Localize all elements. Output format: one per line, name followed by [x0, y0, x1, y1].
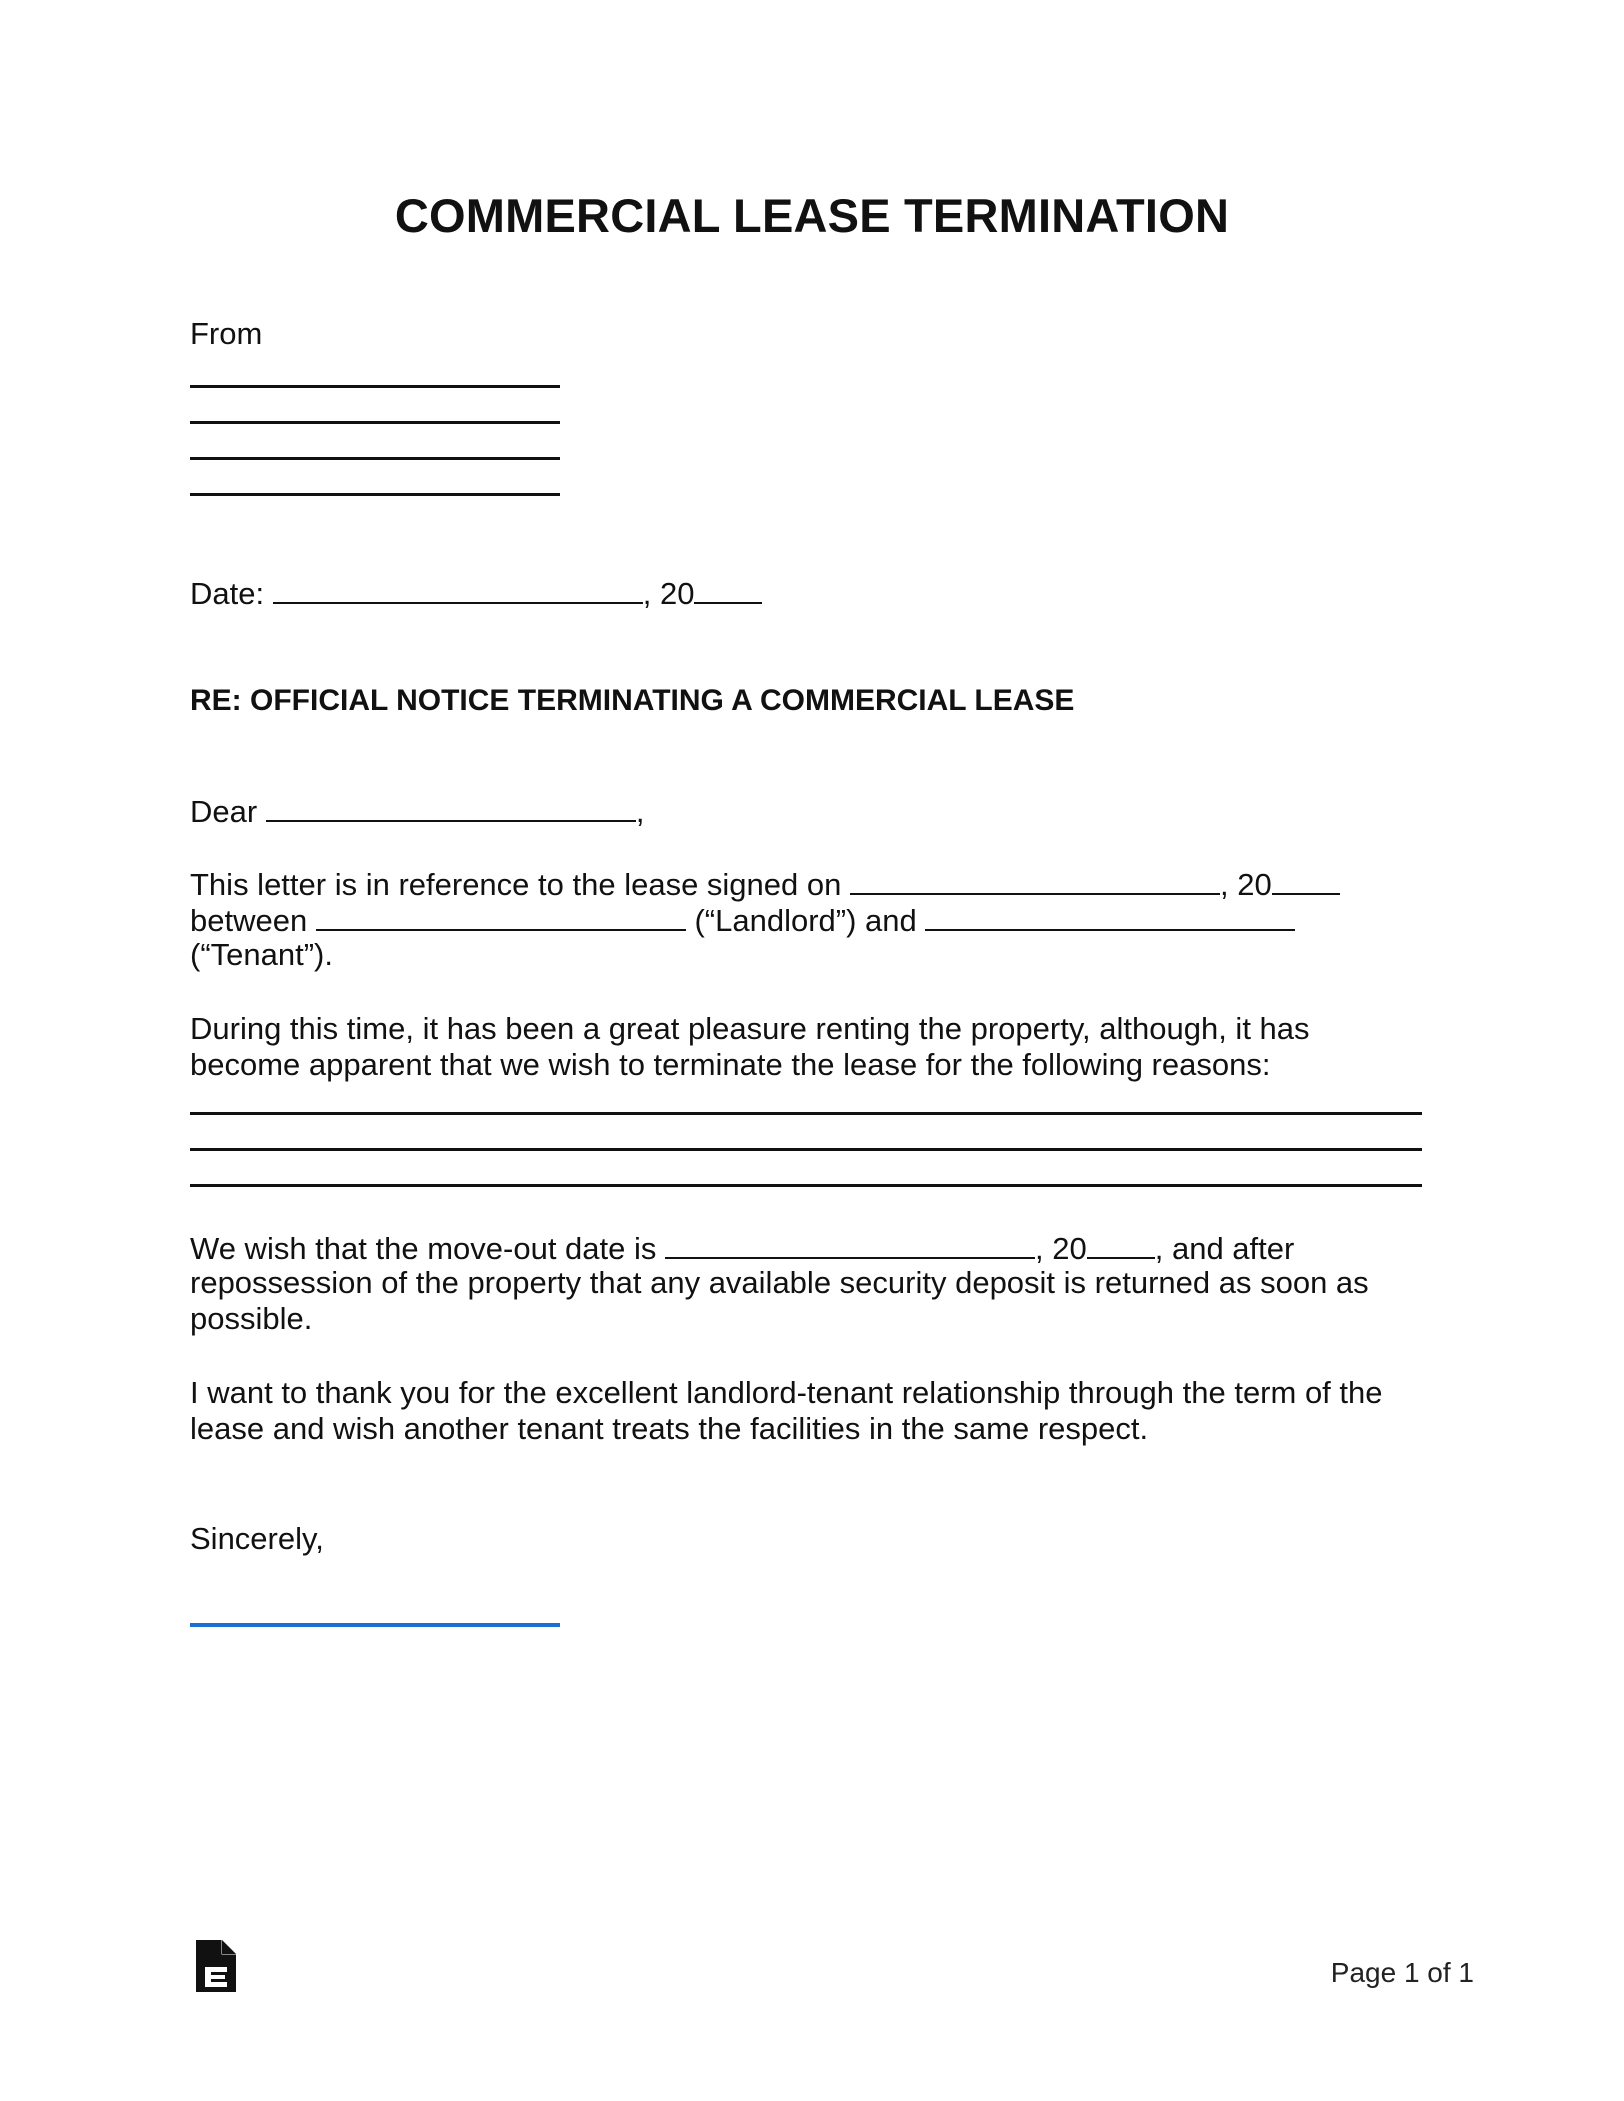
- para3-line3: possible.: [190, 1301, 313, 1336]
- para3-line1-suffix: , and after: [1154, 1231, 1295, 1266]
- para4-line2: lease and wish another tenant treats the facilities in the same respect.: [190, 1411, 1149, 1446]
- reason-line-1[interactable]: [190, 1112, 1422, 1115]
- para1-line2: [190, 901, 1295, 939]
- para2-line1: During this time, it has been a great pleasure renting the property, although, it has: [190, 1011, 1310, 1046]
- para2-line2: become apparent that we wish to terminate the lease for the following reasons:: [190, 1047, 1271, 1082]
- reason-line-2[interactable]: [190, 1148, 1422, 1151]
- para3-line2: repossession of the property that any available security deposit is returned as soon as: [190, 1265, 1369, 1300]
- date-label: Date:: [190, 576, 265, 611]
- closing: Sincerely,: [190, 1521, 324, 1556]
- para3-line1-mid: , 20: [1035, 1231, 1087, 1266]
- salutation-line: [190, 792, 644, 830]
- date-year-blank[interactable]: [694, 574, 762, 604]
- date-suffix: , 20: [642, 576, 695, 611]
- document-title: COMMERCIAL LEASE TERMINATION: [394, 189, 1230, 242]
- para1-line1-prefix: This letter is in reference to the lease signed on: [190, 867, 842, 902]
- para1-line1: [190, 865, 1340, 903]
- para3-line1-prefix: We wish that the move-out date is: [190, 1231, 657, 1266]
- lease-date-blank[interactable]: [850, 865, 1220, 895]
- from-line-1[interactable]: [190, 385, 560, 388]
- signature-line[interactable]: [190, 1623, 560, 1627]
- para1-line2-mid: (“Landlord”) and: [694, 903, 917, 938]
- para1-line2-prefix: between: [190, 903, 308, 938]
- date-line: [190, 574, 762, 612]
- tenant-blank[interactable]: [925, 901, 1295, 931]
- para4-line1: I want to thank you for the excellent landlord-tenant relationship through the term of the: [190, 1375, 1383, 1410]
- moveout-date-blank[interactable]: [665, 1229, 1035, 1259]
- from-line-4[interactable]: [190, 493, 560, 496]
- page-number: Page 1 of 1: [1330, 1957, 1474, 1988]
- reason-line-3[interactable]: [190, 1184, 1422, 1187]
- para3-line1: [190, 1229, 1294, 1267]
- from-line-3[interactable]: [190, 457, 560, 460]
- from-label: From: [190, 316, 263, 351]
- landlord-blank[interactable]: [316, 901, 686, 931]
- re-line: RE: OFFICIAL NOTICE TERMINATING A COMMERCIAL LEASE: [190, 684, 1075, 717]
- lease-year-blank[interactable]: [1272, 865, 1340, 895]
- date-blank[interactable]: [273, 574, 643, 604]
- para1-line1-suffix: , 20: [1220, 867, 1272, 902]
- moveout-year-blank[interactable]: [1087, 1229, 1155, 1259]
- from-line-2[interactable]: [190, 421, 560, 424]
- salutation-label: Dear: [190, 794, 258, 829]
- para1-line3: (“Tenant”).: [190, 937, 333, 972]
- eforms-logo-icon: [196, 1940, 236, 1992]
- salutation-suffix: ,: [635, 794, 645, 829]
- recipient-blank[interactable]: [266, 792, 636, 822]
